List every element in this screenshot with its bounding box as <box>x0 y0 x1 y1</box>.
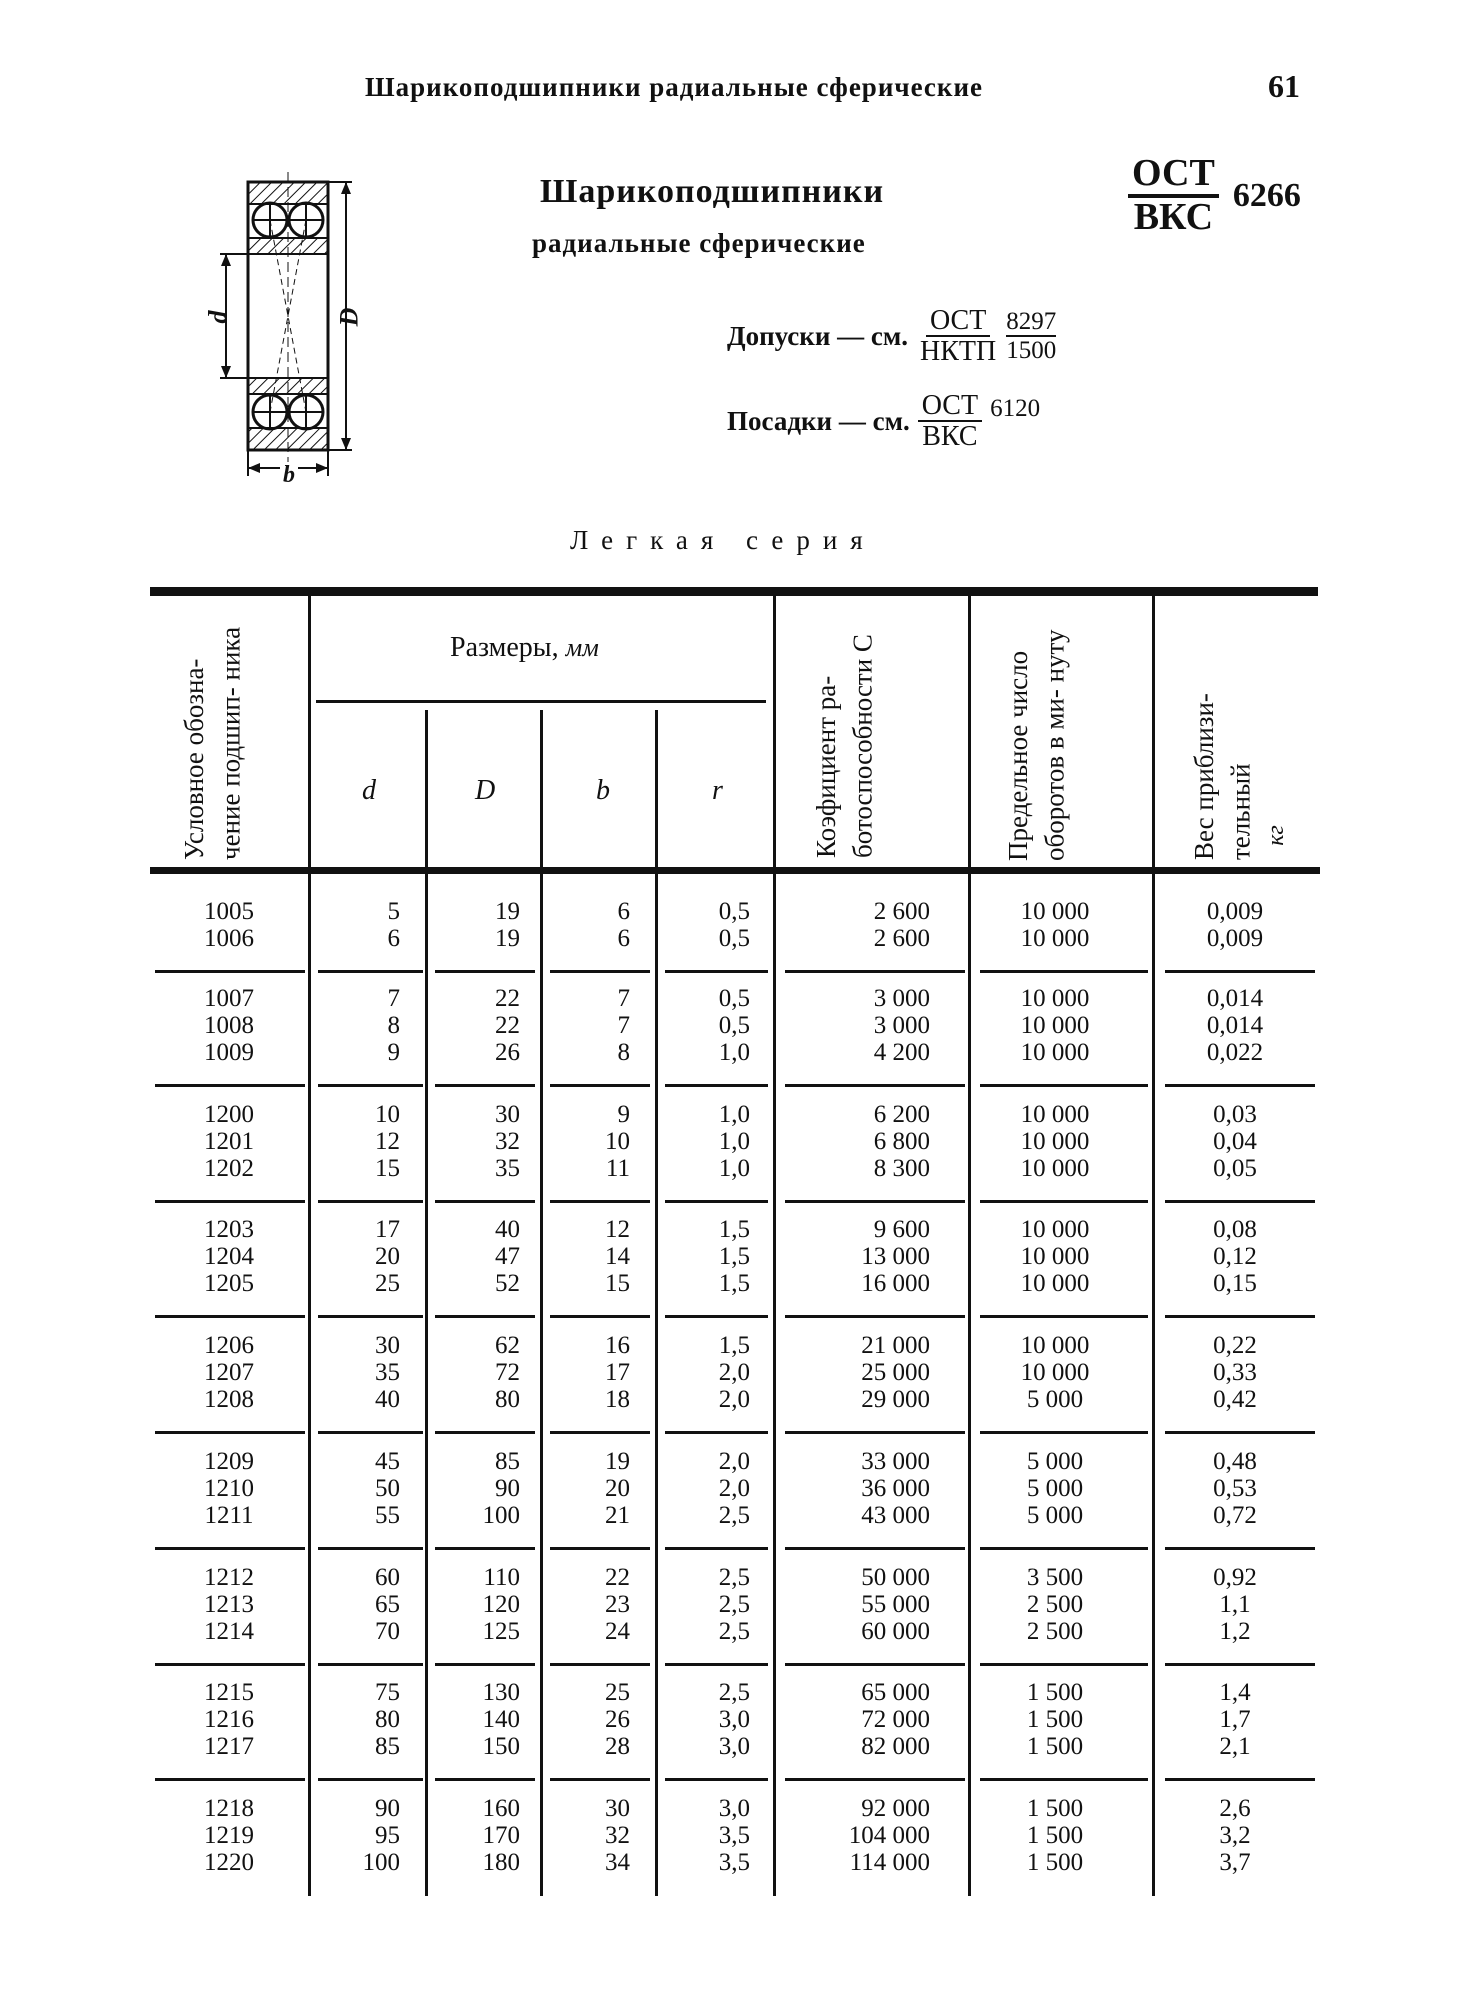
running-title: Шарикоподшипники радиальные сферические <box>365 72 983 102</box>
group-rule <box>785 1547 965 1550</box>
cell-d: 10 12 15 <box>375 1101 400 1182</box>
cell-D: 62 72 80 <box>495 1332 520 1413</box>
standard-denominator: ВКС <box>1133 195 1214 238</box>
group-rule <box>550 970 650 973</box>
cell-weight: 0,22 0,33 0,42 <box>1213 1332 1257 1413</box>
col-rule-2 <box>425 710 428 1896</box>
cell-b: 12 14 15 <box>605 1216 630 1297</box>
header-speed: Предельное число оборотов в ми- нуту <box>1003 629 1070 861</box>
cell-d: 90 95 100 <box>362 1795 400 1876</box>
fits-label: Посадки — см. <box>727 405 910 436</box>
cell-b: 7 7 8 <box>617 985 630 1066</box>
cell-capacity: 21 000 25 000 29 000 <box>861 1332 930 1413</box>
standard-code: 6266 <box>1232 176 1301 214</box>
cell-d: 60 65 70 <box>375 1564 400 1645</box>
tolerances-code-bottom: 1500 <box>1006 337 1057 365</box>
group-rule <box>1165 970 1315 973</box>
group-rule <box>1165 1084 1315 1087</box>
cell-designation: 1203 1204 1205 <box>204 1216 254 1297</box>
series-title: Легкая серия <box>570 525 876 555</box>
cell-d: 17 20 25 <box>375 1216 400 1297</box>
cell-designation: 1200 1201 1202 <box>204 1101 254 1182</box>
cell-capacity: 33 000 36 000 43 000 <box>861 1448 930 1529</box>
group-rule <box>665 1547 768 1550</box>
group-rule <box>550 1547 650 1550</box>
header-capacity: Коэфициент ра- ботоспособности С <box>811 634 878 858</box>
tolerances-reference <box>727 306 1056 367</box>
group-rule <box>155 1431 305 1434</box>
group-rule <box>665 970 768 973</box>
cell-designation: 1218 1219 1220 <box>204 1795 254 1876</box>
cell-b: 19 20 21 <box>605 1448 630 1529</box>
fits-code: 6120 <box>990 395 1041 423</box>
group-rule <box>318 970 423 973</box>
header-dimensions-label: Размеры, <box>450 632 559 663</box>
group-rule <box>665 1778 768 1781</box>
cell-weight: 2,6 3,2 3,7 <box>1219 1795 1251 1876</box>
header-r: r <box>712 775 723 806</box>
header-dimensions-unit: мм <box>565 633 599 662</box>
cell-d: 45 50 55 <box>375 1448 400 1529</box>
group-rule <box>980 1547 1148 1550</box>
col-rule-3 <box>540 710 543 1896</box>
bearing-drawing <box>203 162 364 497</box>
group-rule <box>1165 1431 1315 1434</box>
header-weight-unit: кг <box>1262 825 1289 846</box>
group-rule <box>435 1315 535 1318</box>
col-rule-5 <box>773 596 776 1896</box>
cell-b: 30 32 34 <box>605 1795 630 1876</box>
header-d: d <box>362 775 376 806</box>
cell-speed: 5 000 5 000 5 000 <box>1026 1448 1084 1529</box>
group-rule <box>155 1547 305 1550</box>
col-rule-4 <box>655 710 658 1896</box>
group-rule <box>550 1778 650 1781</box>
group-rule <box>1165 1778 1315 1781</box>
group-rule <box>1165 1663 1315 1666</box>
cell-r: 2,0 2,0 2,5 <box>718 1448 750 1529</box>
cell-weight: 0,014 0,014 0,022 <box>1206 985 1264 1066</box>
page-number: 61 <box>1268 68 1300 104</box>
cell-D: 85 90 100 <box>482 1448 520 1529</box>
cell-capacity: 50 000 55 000 60 000 <box>861 1564 930 1645</box>
group-rule <box>318 1084 423 1087</box>
group-rule <box>785 970 965 973</box>
cell-speed: 10 000 10 000 <box>1020 898 1090 952</box>
drawing-label-b: b <box>280 462 298 489</box>
cell-D: 30 32 35 <box>495 1101 520 1182</box>
cell-weight: 1,4 1,7 2,1 <box>1219 1679 1251 1760</box>
tolerances-numerator: ОСТ <box>926 306 990 337</box>
group-rule <box>318 1547 423 1550</box>
group-rule <box>785 1315 965 1318</box>
group-rule <box>435 1663 535 1666</box>
group-rule <box>550 1084 650 1087</box>
cell-speed: 1 500 1 500 1 500 <box>1026 1679 1084 1760</box>
group-rule <box>155 1663 305 1666</box>
title-sub: радиальные сферические <box>532 228 866 258</box>
group-rule <box>318 1431 423 1434</box>
cell-capacity: 9 600 13 000 16 000 <box>861 1216 930 1297</box>
cell-b: 25 26 28 <box>605 1679 630 1760</box>
cell-designation: 1215 1216 1217 <box>204 1679 254 1760</box>
table-top-rule <box>150 587 1318 596</box>
cell-designation: 1212 1213 1214 <box>204 1564 254 1645</box>
cell-designation: 1209 1210 1211 <box>204 1448 254 1529</box>
header-weight: Вес приблизи- тельный <box>1189 693 1256 860</box>
cell-d: 75 80 85 <box>375 1679 400 1760</box>
group-rule <box>980 970 1148 973</box>
group-rule <box>155 1778 305 1781</box>
header-dimensions <box>450 632 599 664</box>
group-rule <box>435 1200 535 1203</box>
group-rule <box>435 1084 535 1087</box>
group-rule <box>785 1084 965 1087</box>
cell-D: 110 120 125 <box>482 1564 520 1645</box>
cell-weight: 0,92 1,1 1,2 <box>1213 1564 1257 1645</box>
group-rule <box>318 1200 423 1203</box>
cell-speed: 3 500 2 500 2 500 <box>1026 1564 1084 1645</box>
group-rule <box>980 1431 1148 1434</box>
group-rule <box>550 1663 650 1666</box>
drawing-label-D: D <box>334 307 364 327</box>
group-rule <box>550 1431 650 1434</box>
group-rule <box>665 1431 768 1434</box>
header-D: D <box>475 775 496 806</box>
cell-designation: 1007 1008 1009 <box>204 985 254 1066</box>
group-rule <box>550 1200 650 1203</box>
cell-capacity: 6 200 6 800 8 300 <box>873 1101 930 1182</box>
cell-r: 1,5 1,5 1,5 <box>718 1216 750 1297</box>
tolerances-denominator: НКТП <box>920 336 997 368</box>
header-b: b <box>596 775 610 806</box>
group-rule <box>980 1315 1148 1318</box>
cell-r: 2,5 3,0 3,0 <box>718 1679 750 1760</box>
fits-reference <box>727 391 1040 452</box>
group-rule <box>980 1084 1148 1087</box>
col-rule-1 <box>308 596 311 1896</box>
cell-D: 22 22 26 <box>495 985 520 1066</box>
group-rule <box>155 970 305 973</box>
cell-D: 130 140 150 <box>482 1679 520 1760</box>
group-rule <box>665 1200 768 1203</box>
cell-designation: 1005 1006 <box>204 898 254 952</box>
group-rule <box>980 1778 1148 1781</box>
cell-capacity: 92 000 104 000 114 000 <box>848 1795 930 1876</box>
cell-capacity: 3 000 3 000 4 200 <box>873 985 930 1066</box>
cell-r: 1,0 1,0 1,0 <box>718 1101 750 1182</box>
standard-numerator: ОСТ <box>1128 154 1219 198</box>
group-rule <box>318 1315 423 1318</box>
cell-b: 6 6 <box>617 898 630 952</box>
col-rule-7 <box>1152 596 1155 1896</box>
group-rule <box>785 1778 965 1781</box>
group-rule <box>785 1663 965 1666</box>
cell-b: 16 17 18 <box>605 1332 630 1413</box>
cell-capacity: 2 600 2 600 <box>873 898 930 952</box>
cell-weight: 0,009 0,009 <box>1206 898 1264 952</box>
cell-speed: 10 000 10 000 10 000 <box>1020 1216 1090 1297</box>
cell-r: 0,5 0,5 <box>718 898 750 952</box>
title-main: Шарикоподшипники <box>540 173 885 210</box>
group-rule <box>980 1663 1148 1666</box>
group-rule <box>1165 1200 1315 1203</box>
cell-D: 160 170 180 <box>482 1795 520 1876</box>
cell-D: 19 19 <box>495 898 520 952</box>
group-rule <box>435 1431 535 1434</box>
group-rule <box>1165 1547 1315 1550</box>
standard-designation <box>1128 154 1301 238</box>
cell-speed: 10 000 10 000 10 000 <box>1020 1101 1090 1182</box>
group-rule <box>318 1778 423 1781</box>
cell-speed: 10 000 10 000 10 000 <box>1020 985 1090 1066</box>
cell-speed: 1 500 1 500 1 500 <box>1026 1795 1084 1876</box>
cell-weight: 0,48 0,53 0,72 <box>1213 1448 1257 1529</box>
group-rule <box>435 1778 535 1781</box>
cell-D: 40 47 52 <box>495 1216 520 1297</box>
group-rule <box>435 970 535 973</box>
table-header-rule <box>150 867 1320 874</box>
fits-numerator: ОСТ <box>918 391 982 422</box>
group-rule <box>785 1431 965 1434</box>
cell-b: 22 23 24 <box>605 1564 630 1645</box>
cell-r: 0,5 0,5 1,0 <box>718 985 750 1066</box>
group-rule <box>155 1200 305 1203</box>
cell-speed: 10 000 10 000 5 000 <box>1020 1332 1090 1413</box>
cell-r: 2,5 2,5 2,5 <box>718 1564 750 1645</box>
cell-weight: 0,03 0,04 0,05 <box>1213 1101 1257 1182</box>
group-rule <box>155 1315 305 1318</box>
group-rule <box>155 1084 305 1087</box>
tolerances-label: Допуски — см. <box>727 320 909 351</box>
group-rule <box>550 1315 650 1318</box>
cell-d: 5 6 <box>387 898 400 952</box>
fits-denominator: ВКС <box>922 421 978 453</box>
group-rule <box>1165 1315 1315 1318</box>
group-rule <box>665 1084 768 1087</box>
group-rule <box>435 1547 535 1550</box>
cell-r: 1,5 2,0 2,0 <box>718 1332 750 1413</box>
cell-weight: 0,08 0,12 0,15 <box>1213 1216 1257 1297</box>
group-rule <box>980 1200 1148 1203</box>
group-rule <box>318 1663 423 1666</box>
cell-b: 9 10 11 <box>605 1101 630 1182</box>
cell-capacity: 65 000 72 000 82 000 <box>861 1679 930 1760</box>
header-designation: Условное обозна- чение подшип- ника <box>179 626 246 860</box>
header-dimensions-rule <box>316 700 766 703</box>
group-rule <box>785 1200 965 1203</box>
group-rule <box>665 1315 768 1318</box>
cell-d: 7 8 9 <box>387 985 400 1066</box>
group-rule <box>665 1663 768 1666</box>
cell-d: 30 35 40 <box>375 1332 400 1413</box>
cell-r: 3,0 3,5 3,5 <box>718 1795 750 1876</box>
tolerances-code-top: 8297 <box>1006 308 1056 338</box>
drawing-label-d: d <box>203 310 233 324</box>
col-rule-6 <box>968 596 971 1896</box>
cell-designation: 1206 1207 1208 <box>204 1332 254 1413</box>
